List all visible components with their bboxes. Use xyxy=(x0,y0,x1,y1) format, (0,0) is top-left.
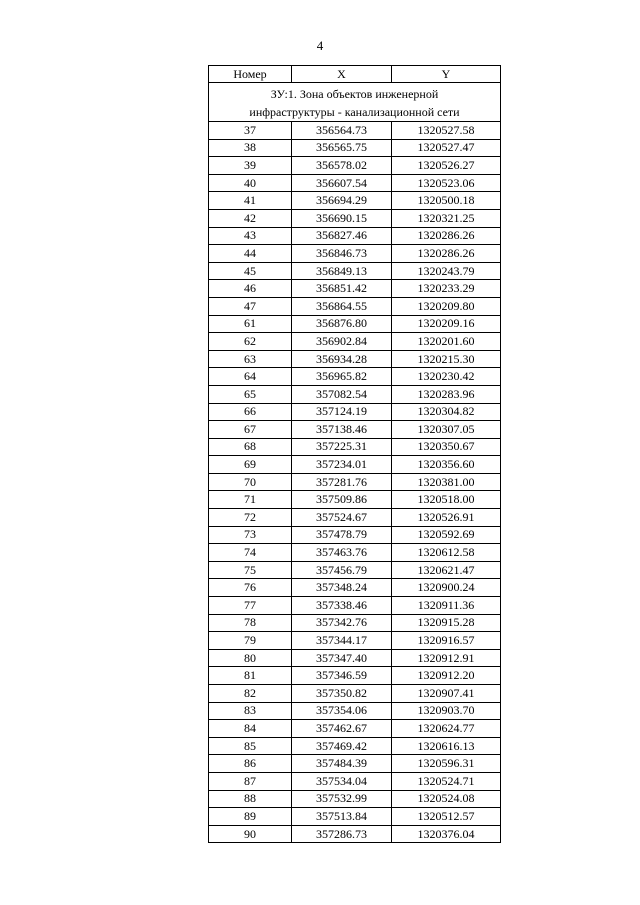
table-row xyxy=(209,561,501,579)
y-coordinate-cell: 1320307.05 xyxy=(392,421,501,439)
table-row xyxy=(209,139,501,157)
point-number-cell: 39 xyxy=(209,157,292,175)
table-row xyxy=(209,685,501,703)
x-coordinate-cell: 357138.46 xyxy=(292,421,392,439)
table-row xyxy=(209,262,501,280)
point-number-cell: 45 xyxy=(209,262,292,280)
y-coordinate-cell: 1320500.18 xyxy=(392,192,501,210)
y-coordinate-cell: 1320518.00 xyxy=(392,491,501,509)
table-row xyxy=(209,456,501,474)
x-coordinate-cell: 357225.31 xyxy=(292,438,392,456)
x-coordinate-cell: 356851.42 xyxy=(292,280,392,298)
y-coordinate-cell: 1320524.71 xyxy=(392,772,501,790)
x-coordinate-cell: 357082.54 xyxy=(292,385,392,403)
point-number-cell: 44 xyxy=(209,245,292,263)
y-coordinate-cell: 1320912.20 xyxy=(392,667,501,685)
y-coordinate-cell: 1320209.80 xyxy=(392,297,501,315)
x-coordinate-cell: 357344.17 xyxy=(292,632,392,650)
point-number-cell: 65 xyxy=(209,385,292,403)
point-number-cell: 73 xyxy=(209,526,292,544)
point-number-cell: 70 xyxy=(209,473,292,491)
point-number-cell: 72 xyxy=(209,509,292,527)
table-row xyxy=(209,350,501,368)
y-coordinate-cell: 1320523.06 xyxy=(392,174,501,192)
y-coordinate-cell: 1320243.79 xyxy=(392,262,501,280)
point-number-cell: 76 xyxy=(209,579,292,597)
point-number-cell: 46 xyxy=(209,280,292,298)
x-coordinate-cell: 357462.67 xyxy=(292,720,392,738)
table-row xyxy=(209,526,501,544)
y-coordinate-cell: 1320230.42 xyxy=(392,368,501,386)
y-coordinate-cell: 1320376.04 xyxy=(392,825,501,843)
y-coordinate-cell: 1320596.31 xyxy=(392,755,501,773)
table-row xyxy=(209,368,501,386)
point-number-cell: 79 xyxy=(209,632,292,650)
section-title-line-1: ЗУ:1. Зона объектов инженерной xyxy=(270,87,439,101)
y-coordinate-cell: 1320304.82 xyxy=(392,403,501,421)
point-number-cell: 67 xyxy=(209,421,292,439)
column-header-number: Номер xyxy=(209,66,292,83)
table-row xyxy=(209,385,501,403)
y-coordinate-cell: 1320903.70 xyxy=(392,702,501,720)
x-coordinate-cell: 356902.84 xyxy=(292,333,392,351)
table-row xyxy=(209,280,501,298)
y-coordinate-cell: 1320592.69 xyxy=(392,526,501,544)
x-coordinate-cell: 357347.40 xyxy=(292,649,392,667)
point-number-cell: 89 xyxy=(209,808,292,826)
table-row xyxy=(209,315,501,333)
point-number-cell: 83 xyxy=(209,702,292,720)
table-row xyxy=(209,192,501,210)
coordinates-table xyxy=(208,65,501,843)
x-coordinate-cell: 357350.82 xyxy=(292,685,392,703)
point-number-cell: 47 xyxy=(209,297,292,315)
y-coordinate-cell: 1320527.58 xyxy=(392,122,501,140)
point-number-cell: 37 xyxy=(209,122,292,140)
point-number-cell: 43 xyxy=(209,227,292,245)
table-row xyxy=(209,597,501,615)
x-coordinate-cell: 356564.73 xyxy=(292,122,392,140)
table-row xyxy=(209,772,501,790)
point-number-cell: 84 xyxy=(209,720,292,738)
x-coordinate-cell: 356827.46 xyxy=(292,227,392,245)
table-row xyxy=(209,544,501,562)
table-row xyxy=(209,702,501,720)
x-coordinate-cell: 356864.55 xyxy=(292,297,392,315)
table-row xyxy=(209,632,501,650)
x-coordinate-cell: 356965.82 xyxy=(292,368,392,386)
point-number-cell: 42 xyxy=(209,209,292,227)
x-coordinate-cell: 356690.15 xyxy=(292,209,392,227)
y-coordinate-cell: 1320233.29 xyxy=(392,280,501,298)
table-row xyxy=(209,209,501,227)
column-header-y: Y xyxy=(392,66,501,83)
y-coordinate-cell: 1320526.27 xyxy=(392,157,501,175)
point-number-cell: 41 xyxy=(209,192,292,210)
section-title-line-2: инфраструктуры - канализационной сети xyxy=(249,105,460,119)
x-coordinate-cell: 357348.24 xyxy=(292,579,392,597)
table-row xyxy=(209,755,501,773)
point-number-cell: 40 xyxy=(209,174,292,192)
point-number-cell: 80 xyxy=(209,649,292,667)
y-coordinate-cell: 1320912.91 xyxy=(392,649,501,667)
x-coordinate-cell: 357524.67 xyxy=(292,509,392,527)
column-header-x: X xyxy=(292,66,392,83)
table-row xyxy=(209,614,501,632)
point-number-cell: 61 xyxy=(209,315,292,333)
x-coordinate-cell: 356846.73 xyxy=(292,245,392,263)
x-coordinate-cell: 356876.80 xyxy=(292,315,392,333)
y-coordinate-cell: 1320215.30 xyxy=(392,350,501,368)
point-number-cell: 68 xyxy=(209,438,292,456)
y-coordinate-cell: 1320381.00 xyxy=(392,473,501,491)
table-row xyxy=(209,509,501,527)
y-coordinate-cell: 1320907.41 xyxy=(392,685,501,703)
table-row xyxy=(209,720,501,738)
point-number-cell: 63 xyxy=(209,350,292,368)
x-coordinate-cell: 357469.42 xyxy=(292,737,392,755)
y-coordinate-cell: 1320526.91 xyxy=(392,509,501,527)
y-coordinate-cell: 1320621.47 xyxy=(392,561,501,579)
point-number-cell: 86 xyxy=(209,755,292,773)
point-number-cell: 81 xyxy=(209,667,292,685)
point-number-cell: 69 xyxy=(209,456,292,474)
point-number-cell: 38 xyxy=(209,139,292,157)
x-coordinate-cell: 357456.79 xyxy=(292,561,392,579)
point-number-cell: 88 xyxy=(209,790,292,808)
y-coordinate-cell: 1320356.60 xyxy=(392,456,501,474)
table-row xyxy=(209,667,501,685)
table-row xyxy=(209,737,501,755)
point-number-cell: 75 xyxy=(209,561,292,579)
table-row xyxy=(209,297,501,315)
x-coordinate-cell: 357509.86 xyxy=(292,491,392,509)
x-coordinate-cell: 357478.79 xyxy=(292,526,392,544)
x-coordinate-cell: 357342.76 xyxy=(292,614,392,632)
point-number-cell: 74 xyxy=(209,544,292,562)
point-number-cell: 78 xyxy=(209,614,292,632)
y-coordinate-cell: 1320512.57 xyxy=(392,808,501,826)
x-coordinate-cell: 357534.04 xyxy=(292,772,392,790)
table-header-row xyxy=(209,66,501,83)
y-coordinate-cell: 1320209.16 xyxy=(392,315,501,333)
point-number-cell: 66 xyxy=(209,403,292,421)
x-coordinate-cell: 356565.75 xyxy=(292,139,392,157)
table-row xyxy=(209,157,501,175)
x-coordinate-cell: 357124.19 xyxy=(292,403,392,421)
x-coordinate-cell: 356934.28 xyxy=(292,350,392,368)
point-number-cell: 62 xyxy=(209,333,292,351)
table-row xyxy=(209,790,501,808)
table-row xyxy=(209,579,501,597)
table-row xyxy=(209,421,501,439)
table-row xyxy=(209,649,501,667)
y-coordinate-cell: 1320911.36 xyxy=(392,597,501,615)
x-coordinate-cell: 357463.76 xyxy=(292,544,392,562)
table-row xyxy=(209,174,501,192)
y-coordinate-cell: 1320624.77 xyxy=(392,720,501,738)
x-coordinate-cell: 357354.06 xyxy=(292,702,392,720)
table-row xyxy=(209,403,501,421)
table-row xyxy=(209,825,501,843)
section-title xyxy=(209,83,501,122)
y-coordinate-cell: 1320524.08 xyxy=(392,790,501,808)
y-coordinate-cell: 1320915.28 xyxy=(392,614,501,632)
y-coordinate-cell: 1320900.24 xyxy=(392,579,501,597)
table-row xyxy=(209,227,501,245)
x-coordinate-cell: 357484.39 xyxy=(292,755,392,773)
section-title-row xyxy=(209,83,501,122)
page-number: 4 xyxy=(316,38,324,53)
table-row xyxy=(209,245,501,263)
y-coordinate-cell: 1320321.25 xyxy=(392,209,501,227)
y-coordinate-cell: 1320527.47 xyxy=(392,139,501,157)
y-coordinate-cell: 1320916.57 xyxy=(392,632,501,650)
x-coordinate-cell: 357234.01 xyxy=(292,456,392,474)
y-coordinate-cell: 1320612.58 xyxy=(392,544,501,562)
point-number-cell: 85 xyxy=(209,737,292,755)
point-number-cell: 87 xyxy=(209,772,292,790)
table-row xyxy=(209,473,501,491)
y-coordinate-cell: 1320286.26 xyxy=(392,245,501,263)
y-coordinate-cell: 1320286.26 xyxy=(392,227,501,245)
table-row xyxy=(209,122,501,140)
table-row xyxy=(209,808,501,826)
y-coordinate-cell: 1320616.13 xyxy=(392,737,501,755)
y-coordinate-cell: 1320201.60 xyxy=(392,333,501,351)
x-coordinate-cell: 357532.99 xyxy=(292,790,392,808)
table-row xyxy=(209,333,501,351)
x-coordinate-cell: 356578.02 xyxy=(292,157,392,175)
x-coordinate-cell: 357286.73 xyxy=(292,825,392,843)
point-number-cell: 82 xyxy=(209,685,292,703)
x-coordinate-cell: 356694.29 xyxy=(292,192,392,210)
y-coordinate-cell: 1320283.96 xyxy=(392,385,501,403)
x-coordinate-cell: 357338.46 xyxy=(292,597,392,615)
table-row xyxy=(209,438,501,456)
table-row xyxy=(209,491,501,509)
x-coordinate-cell: 357281.76 xyxy=(292,473,392,491)
point-number-cell: 90 xyxy=(209,825,292,843)
x-coordinate-cell: 357346.59 xyxy=(292,667,392,685)
x-coordinate-cell: 356607.54 xyxy=(292,174,392,192)
point-number-cell: 71 xyxy=(209,491,292,509)
y-coordinate-cell: 1320350.67 xyxy=(392,438,501,456)
x-coordinate-cell: 356849.13 xyxy=(292,262,392,280)
x-coordinate-cell: 357513.84 xyxy=(292,808,392,826)
point-number-cell: 77 xyxy=(209,597,292,615)
point-number-cell: 64 xyxy=(209,368,292,386)
